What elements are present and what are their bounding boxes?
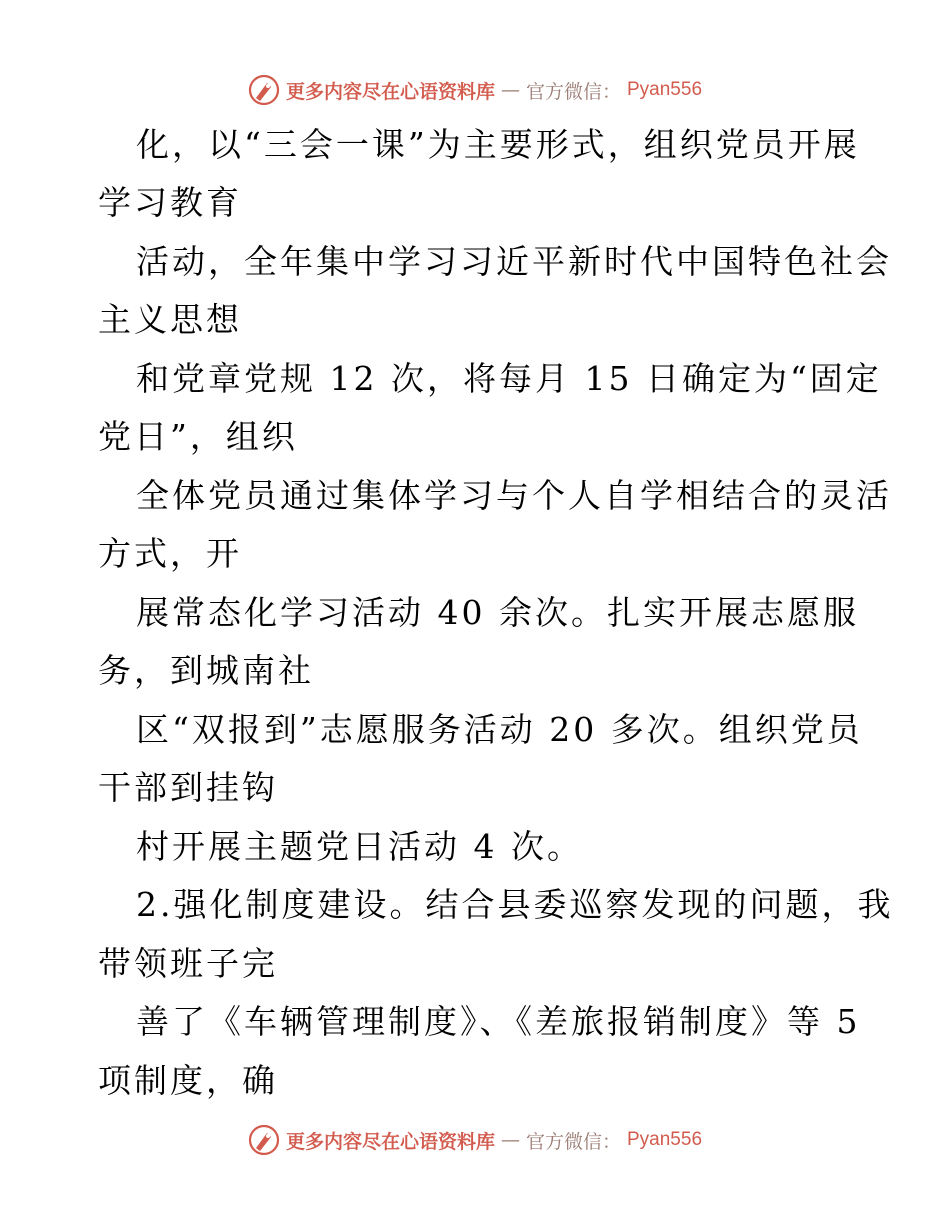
watermark-wechat-id: Pyan556: [627, 79, 703, 100]
watermark-wechat-id: Pyan556: [627, 1129, 703, 1150]
body-line: 项制度，确: [98, 1061, 278, 1100]
footer-watermark: [0, 1120, 950, 1160]
pen-nib-logo-icon: [248, 74, 280, 106]
body-line: 活动，全年集中学习习近平新时代中国特色社会: [136, 242, 892, 281]
body-line: 干部到挂钩: [98, 768, 278, 807]
watermark-brand-text: 更多内容尽在心语资料库: [285, 1130, 495, 1153]
header-watermark: [0, 70, 950, 110]
body-line: 全体党员通过集体学习与个人自学相结合的灵活: [136, 476, 892, 515]
body-line: 展常态化学习活动 40 余次。扎实开展志愿服: [136, 593, 859, 632]
body-line: 学习教育: [98, 183, 242, 222]
body-line: 2.强化制度建设。结合县委巡察发现的问题，我: [136, 885, 894, 924]
body-line: 村开展主题党日活动 4 次。: [136, 827, 583, 866]
watermark-label: 官方微信：: [525, 80, 621, 103]
watermark-group: [248, 1124, 702, 1156]
watermark-dash: —: [500, 1129, 520, 1151]
body-line: 务，到城南社: [98, 651, 314, 690]
watermark-group: [248, 74, 702, 106]
watermark-brand-text: 更多内容尽在心语资料库: [285, 80, 495, 103]
body-line: 善了《车辆管理制度》、《差旅报销制度》等 5: [136, 1002, 861, 1041]
watermark-label: 官方微信：: [525, 1130, 621, 1153]
body-line: 化，以“三会一课”为主要形式，组织党员开展: [136, 125, 860, 164]
pen-nib-logo-icon: [248, 1124, 280, 1156]
body-line: 和党章党规 12 次，将每月 15 日确定为“固定: [136, 359, 882, 398]
body-line: 区“双报到”志愿服务活动 20 多次。组织党员: [136, 710, 863, 749]
body-line: 方式，开: [98, 534, 242, 573]
body-line: 带领班子完: [98, 944, 278, 983]
body-line: 主义思想: [98, 300, 242, 339]
body-line: 党日”，组织: [98, 417, 298, 456]
watermark-dash: —: [500, 79, 520, 101]
